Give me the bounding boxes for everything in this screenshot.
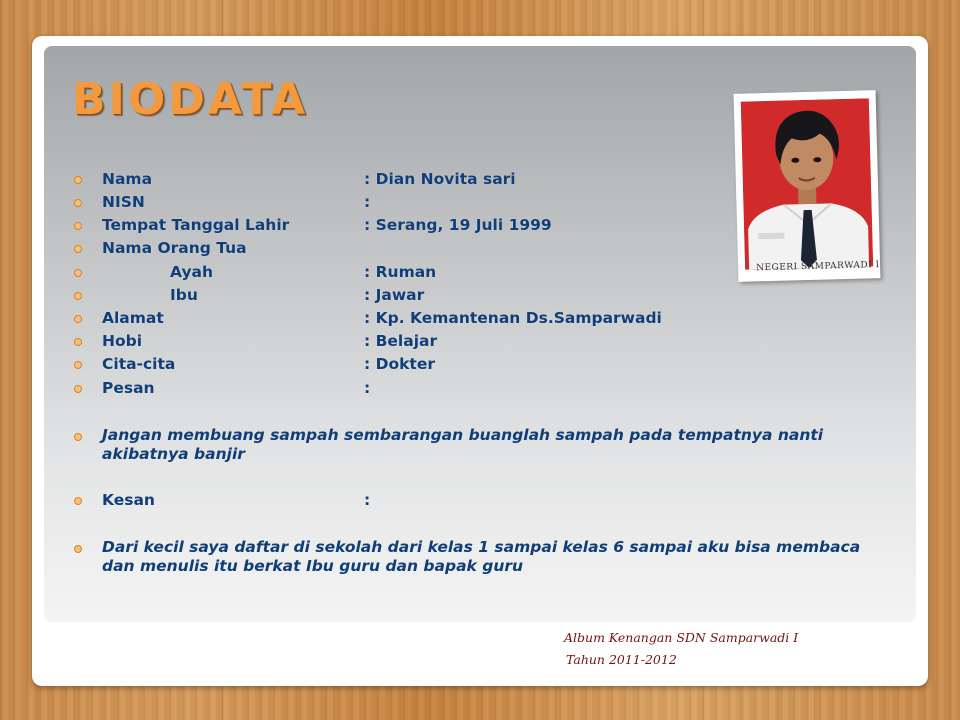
portrait-icon [741,98,873,269]
bullet-icon [74,385,82,393]
content-panel [44,46,916,622]
photo-caption: NEGERI SAMPARWADI I [756,260,880,274]
student-photo [741,98,873,269]
bullet-icon [74,292,82,300]
bullet-icon [74,176,82,184]
kesan-paragraph: Dari kecil saya daftar di sekolah dari kelas 1 sampai kelas 6 sampai aku bisa membaca dan menulis itu berkat Ibu guru dan bapak guru [102,538,861,575]
field-value: : [364,379,371,397]
pesan-text [74,426,874,464]
field-label: Ayah [170,263,214,281]
field-label: Cita-cita [102,355,176,373]
bullet-icon [74,245,82,253]
field-label: Alamat [102,309,164,327]
bullet-icon [74,199,82,207]
footer-year-line: Tahun 2011-2012 [566,652,677,667]
field-label: Nama [102,170,153,188]
bullet-icon [74,433,82,441]
bullet-icon [74,545,82,553]
field-label: Kesan [102,491,155,509]
pesan-paragraph: Jangan membuang sampah sembarangan buanglah sampah pada tempatnya nanti akibatnya banjir [102,426,824,463]
field-value: : Dokter [364,355,435,373]
field-value: : [364,193,371,211]
bullet-icon [74,338,82,346]
kesan-text [74,538,874,576]
field-value: : Jawar [364,286,425,304]
field-label: NISN [102,193,145,211]
bullet-icon [74,315,82,323]
field-value: : Kp. Kemantenan Ds.Samparwadi [364,309,662,327]
bullet-icon [74,222,82,230]
page-title: BIODATA [72,74,309,125]
footer-album-line: Album Kenangan SDN Samparwadi I [564,630,799,645]
field-value: : Ruman [364,263,437,281]
field-value: : Dian Novita sari [364,170,516,188]
slide-frame [32,36,928,686]
student-photo-frame [734,90,881,282]
bullet-icon [74,497,82,505]
field-value: : Belajar [364,332,438,350]
bullet-icon [74,361,82,369]
field-label: Nama Orang Tua [102,239,247,257]
field-label: Pesan [102,379,155,397]
field-label: Hobi [102,332,143,350]
field-label: Ibu [170,286,198,304]
field-value: : [364,491,371,509]
bullet-icon [74,269,82,277]
field-label: Tempat Tanggal Lahir [102,216,290,234]
field-value: : Serang, 19 Juli 1999 [364,216,552,234]
